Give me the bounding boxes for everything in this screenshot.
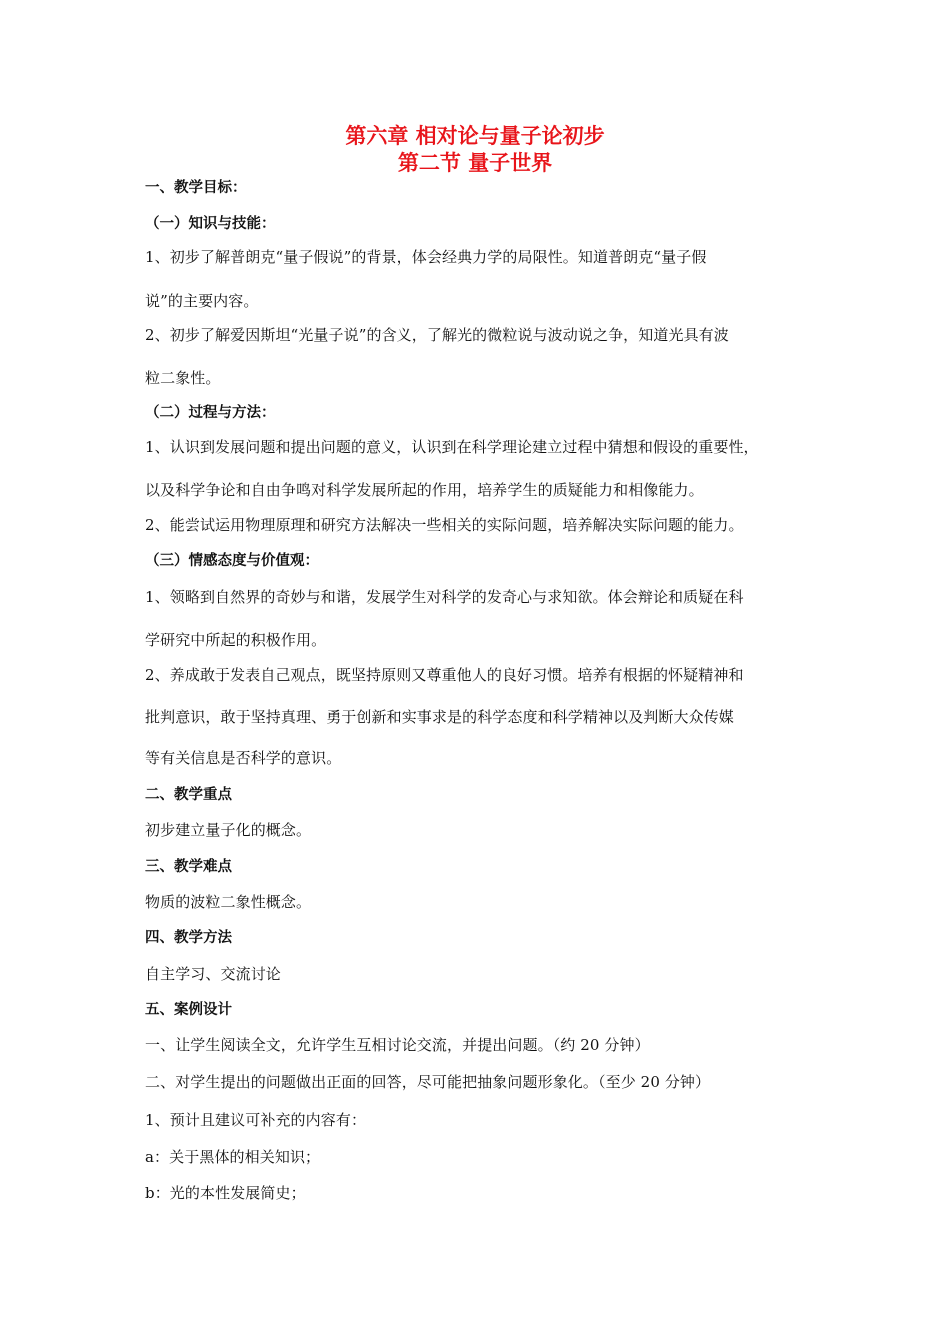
paragraph-line: 2、初步了解爱因斯坦“光量子说”的含义，了解光的微粒说与波动说之争，知道光具有波 (145, 326, 729, 344)
paragraph-line: b：光的本性发展简史； (145, 1184, 306, 1202)
heading-methods: 四、教学方法 (145, 930, 232, 946)
paragraph-line: 学研究中所起的积极作用。 (145, 631, 327, 649)
paragraph-line: 等有关信息是否科学的意识。 (145, 749, 342, 767)
subheading-attitudes-values: （三）情感态度与价值观： (145, 553, 319, 569)
paragraph-line: 2、能尝试运用物理原理和研究方法解决一些相关的实际问题，培养解决实际问题的能力。 (145, 516, 744, 534)
heading-case-design: 五、案例设计 (145, 1002, 232, 1018)
paragraph-line: 1、认识到发展问题和提出问题的意义，认识到在科学理论建立过程中猜想和假设的重要性， (145, 438, 759, 456)
paragraph-line: 1、预计且建议可补充的内容有： (145, 1111, 367, 1129)
paragraph-line: 批判意识，敢于坚持真理、勇于创新和实事求是的科学态度和科学精神以及判断大众传媒 (145, 708, 734, 726)
chapter-title: 第六章 相对论与量子论初步 (345, 124, 605, 148)
heading-difficulties: 三、教学难点 (145, 859, 232, 875)
paragraph-line: 说”的主要内容。 (145, 292, 259, 310)
heading-key-points: 二、教学重点 (145, 787, 232, 803)
paragraph-line: 1、领略到自然界的奇妙与和谐，发展学生对科学的发奇心与求知欲。体会辩论和质疑在科 (145, 588, 744, 606)
subheading-process-methods: （二）过程与方法： (145, 405, 276, 421)
paragraph-line: 物质的波粒二象性概念。 (145, 893, 312, 911)
paragraph-line: 初步建立量子化的概念。 (145, 821, 312, 839)
section-title: 第二节 量子世界 (397, 151, 553, 175)
paragraph-line: a：关于黑体的相关知识； (145, 1148, 321, 1166)
paragraph-line: 2、养成敢于发表自己观点，既坚持原则又尊重他人的良好习惯。培养有根据的怀疑精神和 (145, 666, 744, 684)
paragraph-line: 粒二象性。 (145, 369, 221, 387)
paragraph-line: 二、对学生提出的问题做出正面的回答，尽可能把抽象问题形象化。（至少 20 分钟） (145, 1073, 711, 1091)
paragraph-line: 自主学习、交流讨论 (145, 965, 281, 983)
paragraph-line: 以及科学争论和自由争鸣对科学发展所起的作用，培养学生的质疑能力和相像能力。 (145, 481, 704, 499)
heading-objectives: 一、教学目标： (145, 180, 247, 196)
paragraph-line: 1、初步了解普朗克“量子假说”的背景，体会经典力学的局限性。知道普朗克“量子假 (145, 248, 707, 266)
paragraph-line: 一、让学生阅读全文，允许学生互相讨论交流，并提出问题。（约 20 分钟） (145, 1036, 650, 1054)
subheading-knowledge-skills: （一）知识与技能： (145, 216, 276, 232)
